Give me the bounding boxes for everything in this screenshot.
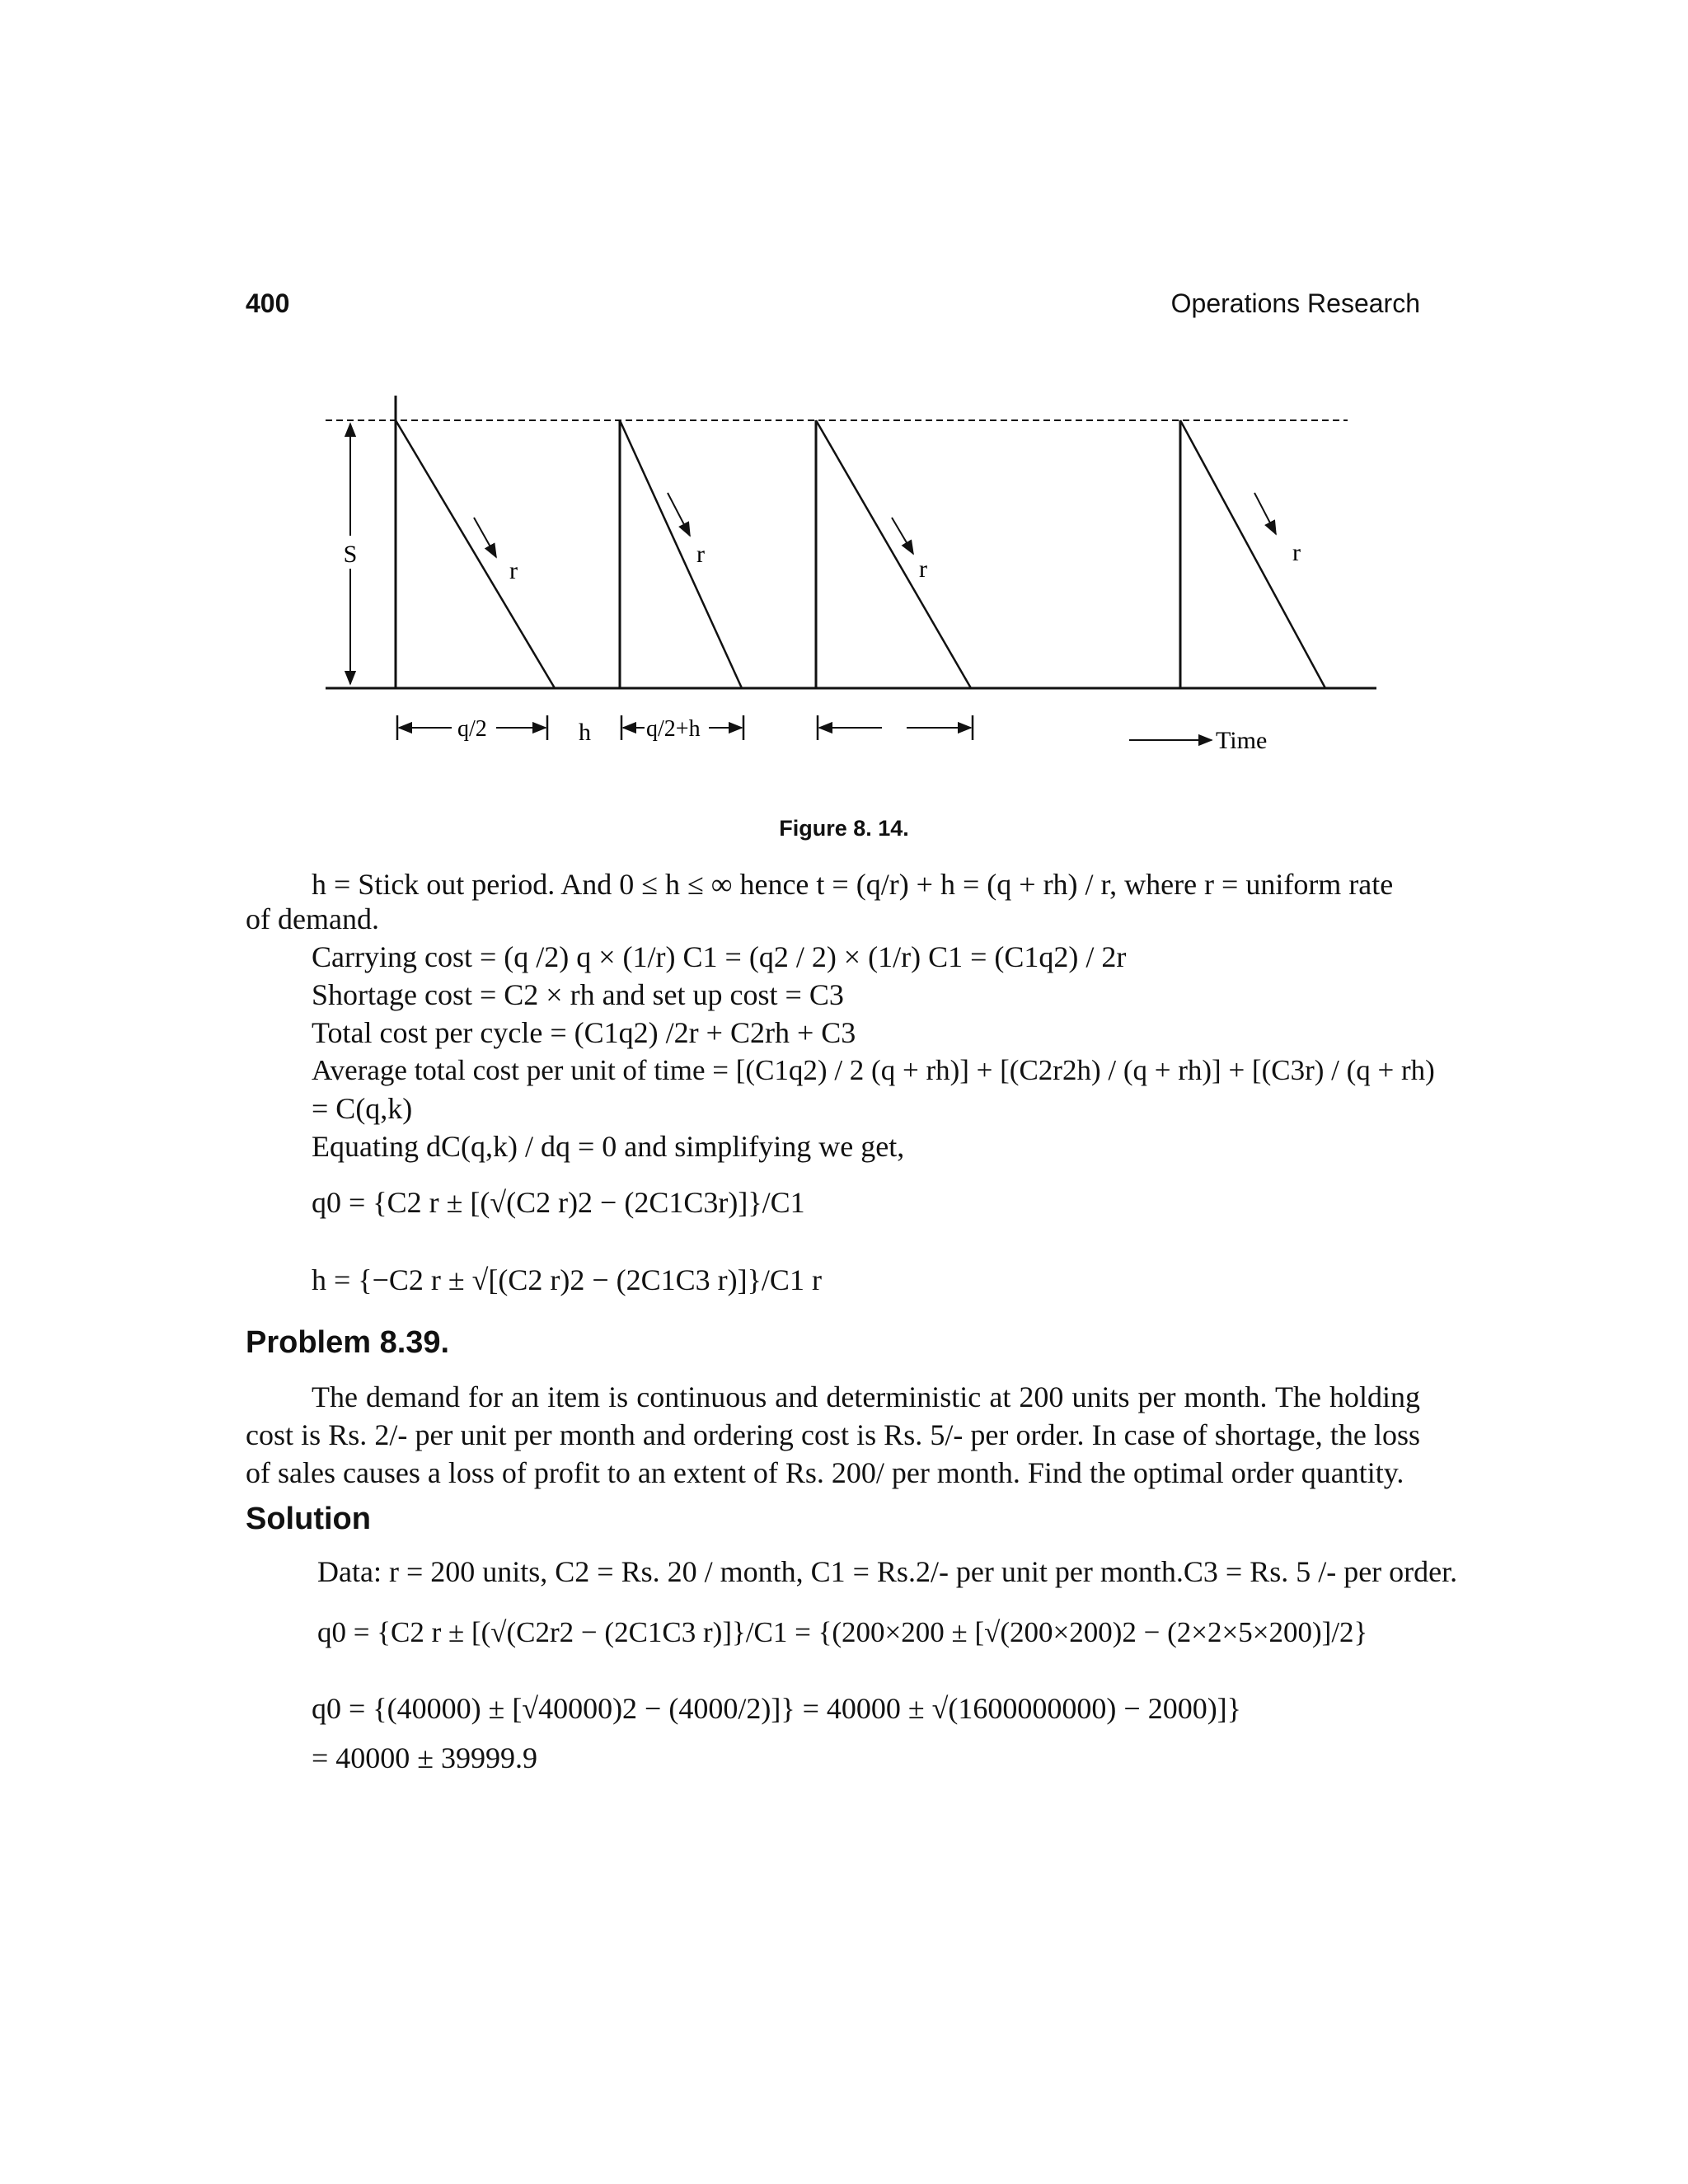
cycle-1-depletion <box>396 420 555 688</box>
rate-arrow-3 <box>892 518 913 554</box>
rate-arrow-1 <box>474 518 496 557</box>
definition-line-2: of demand. <box>246 902 379 935</box>
average-cost-line: Average total cost per unit of time = [(C1q2) / 2 (q + rh)] + [(C2r2h) / (q + rh)] + [(C3r) / (q + rh) <box>312 1054 1435 1086</box>
problem-heading: Problem 8.39. <box>246 1325 450 1360</box>
solution-heading: Solution <box>246 1502 371 1536</box>
rate-label-2: r <box>696 541 705 568</box>
q2h-label: q/2+h <box>646 716 701 742</box>
rate-label-1: r <box>509 557 518 584</box>
running-head: Operations Research <box>1170 288 1420 318</box>
s-label: S <box>343 541 358 568</box>
page-number: 400 <box>246 288 290 318</box>
h-label: h <box>579 719 591 746</box>
definition-line-1: h = Stick out period. And 0 ≤ h ≤ ∞ hence t = (q/r) + h = (q + rh) / r, where r = uniform rate <box>312 868 1394 901</box>
solution-eq-1: q0 = {C2 r ± [(√(C2r2 − (2C1C3 r)]}/C1 = {(200×200 ± [√(200×200)2 − (2×2×5×200)]/2} <box>317 1616 1368 1648</box>
rate-label-4: r <box>1292 539 1301 566</box>
problem-text: The demand for an item is continuous and deterministic at 200 units per month. The holding cost is Rs. 2/- per unit per month and ordering cost is Rs. 5/- per order. In case of shortage, the loss of sales causes a loss of profit to an extent of Rs. 200/ per month. Find the optimal order quantity. <box>246 1380 1420 1489</box>
rate-label-3: r <box>919 555 927 583</box>
rate-arrow-2 <box>668 493 690 536</box>
cycle-2-depletion <box>620 420 742 688</box>
q0-formula: q0 = {C2 r ± [(√(C2 r)2 − (2C1C3r)]}/C1 <box>312 1186 805 1219</box>
total-cost-line: Total cost per cycle = (C1q2) /2r + C2rh + C3 <box>312 1016 856 1049</box>
solution-eq-2: q0 = {(40000) ± [√40000)2 − (4000/2)]} = 40000 ± √(1600000000) − 2000)]} <box>312 1692 1241 1725</box>
rate-arrow-4 <box>1254 493 1276 534</box>
h-formula: h = {−C2 r ± √[(C2 r)2 − (2C1C3 r)]}/C1 r <box>312 1263 822 1296</box>
solution-eq-3: = 40000 ± 39999.9 <box>312 1741 538 1774</box>
equating-line: Equating dC(q,k) / dq = 0 and simplifying we get, <box>312 1130 905 1163</box>
cycle-4-depletion <box>1180 420 1325 688</box>
shortage-cost-line: Shortage cost = C2 × rh and set up cost = C3 <box>312 978 844 1011</box>
q2-label: q/2 <box>457 716 487 742</box>
time-label: Time <box>1216 727 1268 754</box>
average-cost-cont: = C(q,k) <box>312 1092 413 1125</box>
solution-data-line: Data: r = 200 units, C2 = Rs. 20 / month, C1 = Rs.2/- per unit per month.C3 = Rs. 5 /- per order. <box>317 1555 1458 1588</box>
cycle-3-depletion <box>816 420 971 688</box>
figure-caption: Figure 8. 14. <box>779 816 909 841</box>
inventory-diagram <box>305 387 1409 775</box>
carrying-cost-line: Carrying cost = (q /2) q × (1/r) C1 = (q2 / 2) × (1/r) C1 = (C1q2) / 2r <box>312 940 1127 973</box>
